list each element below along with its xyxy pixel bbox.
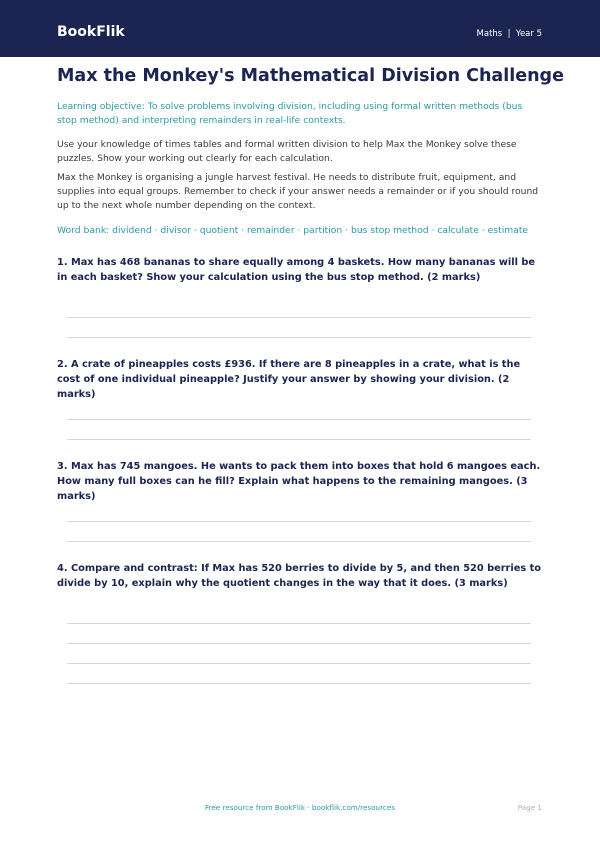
- answer-line[interactable]: [67, 521, 531, 522]
- learning-objective: Learning objective: To solve problems involving division, including using formal written methods (bus stop method) and interpreting remainders in real-life contexts.: [57, 101, 523, 126]
- answer-line[interactable]: [67, 317, 531, 318]
- answer-line[interactable]: [67, 663, 531, 664]
- context-paragraph: Max the Monkey is organising a jungle harvest festival. He needs to distribute fruit, equipment, and supplies into equal groups. Remember to check if your answer needs a remainder or if you should round up to the next whole number depending on the context.: [57, 172, 539, 211]
- answer-line[interactable]: [67, 337, 531, 338]
- question-1: 1. Max has 468 bananas to share equally among 4 baskets. How many bananas will be in each basket? Show your calculation using the bus stop method. (2 marks): [57, 257, 536, 283]
- word-bank: Word bank: dividend · divisor · quotient · remainder · partition · bus stop method · calculate · estimate: [57, 225, 529, 236]
- brand-logo: BookFlik: [57, 24, 125, 40]
- answer-line[interactable]: [67, 683, 531, 684]
- answer-line[interactable]: [67, 623, 531, 624]
- footer-resource-link: Free resource from BookFlik · bookflik.com/resources: [204, 803, 396, 812]
- answer-line[interactable]: [67, 439, 531, 440]
- question-2: 2. A crate of pineapples costs £936. If there are 8 pineapples in a crate, what is the cost of one individual pineapple? Justify your answer by showing your division. (2 marks): [57, 359, 521, 400]
- answer-line[interactable]: [67, 419, 531, 420]
- page-header: [0, 0, 600, 57]
- answer-line[interactable]: [67, 643, 531, 644]
- question-3: 3. Max has 745 mangoes. He wants to pack them into boxes that hold 6 mangoes each. How many full boxes can he fill? Explain what happens to the remaining mangoes. (3 marks): [57, 461, 541, 502]
- answer-line[interactable]: [67, 541, 531, 542]
- intro-paragraph: Use your knowledge of times tables and formal written division to help Max the Monkey solve these puzzles. Show your working out clearly for each calculation.: [57, 139, 517, 164]
- question-4: 4. Compare and contrast: If Max has 520 berries to divide by 5, and then 520 berries to divide by 10, explain why the quotient changes in the way that it does. (3 marks): [57, 563, 542, 589]
- subject-year-label: Maths | Year 5: [476, 29, 542, 39]
- page-title: Max the Monkey's Mathematical Division Challenge: [57, 66, 564, 86]
- page-number: Page 1: [517, 803, 542, 812]
